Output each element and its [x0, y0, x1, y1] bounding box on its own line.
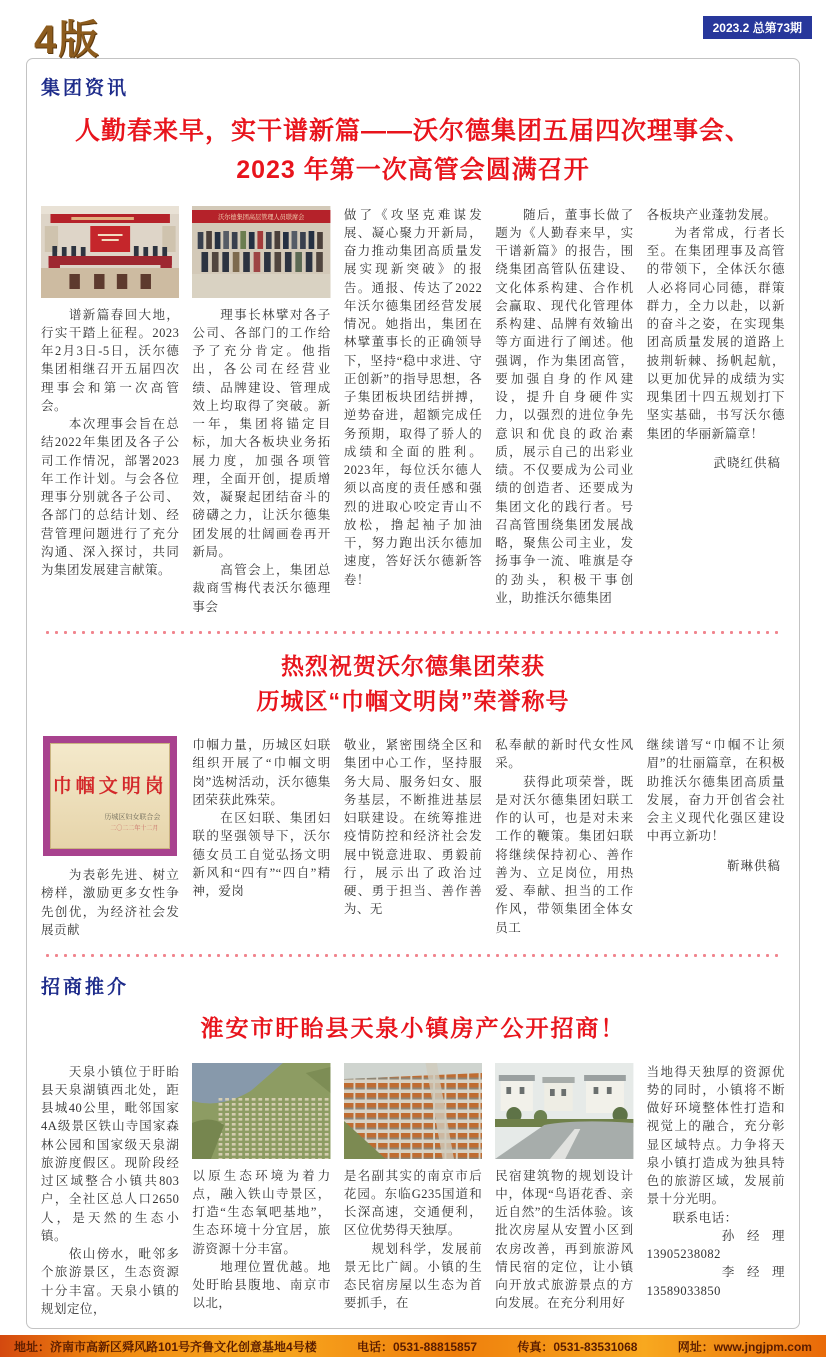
article-column: [41, 736, 179, 939]
page-header: [0, 0, 826, 62]
plaque-date: 二〇二二年十二月: [110, 825, 159, 832]
townhouses-photo: [344, 1063, 482, 1159]
column-text: 以原生态环境为着力点，融入铁山寺景区，打造“生态氧吧基地”，生态环境十分宜居，旅游资源十分丰富。 地理位置优越。地处盱眙县腹地、南京市以北，: [192, 1168, 331, 1311]
column-text: 谱新篇春回大地，行实干踏上征程。2023年2月3日-5日，沃尔德集团相继召开五届四次理事会和第一次高管会。 本次理事会旨在总结2022年集团及各子公司工作情况，部署2023年工作计划。与会各位理事分别就各子公司、各部门的总结计划、经营管理问题进行了充分沟通、深入探讨，共同为集团发展建言献策。: [41, 307, 180, 577]
column-text: 天泉小镇位于盱眙县天泉湖镇西北处，距县城40公里，毗邻国家4A级景区铁山寺国家森林公园和国家级天泉湖旅游度假区。现阶段经过区域整合小镇共803户，全社区总人口2650人，是天然的生态小镇。 依山傍水，毗邻多个旅游景区，生态资源十分丰富。天泉小镇的规划定位，: [41, 1064, 180, 1316]
footer-fax: 传真：0531-83531068: [517, 1339, 638, 1354]
group-photo: [192, 206, 330, 298]
dotted-separator: [43, 630, 783, 635]
edition-number: 4版: [34, 18, 101, 62]
issue-badge: 2023.2 总第73期: [703, 16, 812, 39]
article-column: [41, 1063, 179, 1319]
column-text: 理事长林擘对各子公司、各部门的工作给予了充分肯定。他指出，各公司在经营业绩、品牌建设、管理成效上均取得了突破。新一年，集团将锚定目标，加大各板块业务拓展力度，加强各项管理，全面开创，提质增效，凝聚起团结奋斗的磅礴之力，让沃尔德集团发展的壮阔画卷再开新局。 高管会上，集团总裁商雪梅代表沃尔德理事会: [192, 307, 331, 614]
award-plaque-photo: [43, 736, 177, 856]
headline-line-2: 历城区“巾帼文明岗”荣誉称号: [256, 688, 570, 715]
section-label-group-news: 集团资讯: [41, 78, 130, 99]
invest-headline: 淮安市盱眙县天泉小镇房产公开招商！: [200, 1015, 626, 1042]
byline: 靳琳供稿: [727, 858, 782, 873]
group-news-columns: [41, 206, 785, 616]
byline: 武晓红供稿: [713, 455, 782, 470]
headline-line-1: 热烈祝贺沃尔德集团荣获: [281, 652, 545, 679]
photo-banner-text: 沃尔德集团高层管理人员联席会: [218, 213, 305, 221]
column-text: 各板块产业蓬勃发展。 为者常成，行者长至。在集团理事及高管的带领下，全体沃尔德人必将同心同德，群策群力，全力以赴，以新的奋斗之姿，在实现集团高质量发展的道路上披荆斩棘、扬帆起航，以更加优异的成绩为实现集团十四五规划打下坚实基础，书写沃尔德集团的华丽新篇章！: [646, 207, 786, 441]
article-column: [344, 736, 482, 939]
article-column: [495, 1063, 633, 1319]
plaque-org: 历城区妇女联合会: [104, 812, 161, 821]
headline-line-1: 人勤春来早，实干谱新篇——沃尔德集团五届四次理事会、: [74, 117, 751, 145]
column-text: 私奉献的新时代女性风采。 获得此项荣誉，既是对沃尔德集团妇联工作的认可，也是对未来工作的鞭策。集团妇联将继续保持初心、善作善为、立足岗位，用热爱、奉献、担当的工作作风，带领集团全体女员工: [495, 738, 634, 935]
column-text: 敬业，紧密围绕全区和集团中心工作，坚持服务大局、服务妇女、服务基层，不断推进基层妇联建设。在统筹推进疫情防控和经济社会发展中锐意进取、勇毅前行，展示出了政治过硬、勇于担当、善作善为、无: [343, 738, 483, 917]
article-column: [192, 206, 330, 616]
aerial-lake-photo: [192, 1063, 330, 1159]
group-news-headline: [41, 112, 785, 190]
invest-columns: [41, 1063, 785, 1319]
column-text: 巾帼力量，历城区妇联组织开展了“巾帼文明岗”选树活动，沃尔德集团荣获此殊荣。 在区妇联、集团妇联的坚强领导下，沃尔德女员工自觉弘扬文明新风和“四有”“四自”精神，爱岗: [192, 738, 331, 899]
article-column: [647, 206, 785, 616]
footer-website: 网址：www.jngjpm.com: [677, 1339, 812, 1354]
article-column: [495, 206, 633, 616]
award-headline: [41, 649, 785, 720]
column-text: 做了《攻坚克难谋发展、凝心聚力开新局，奋力推动集团高质量发展实现新突破》的报告。通报、传达了2022年沃尔德集团经营发展情况。她指出，集团在林擘董事长的正确领导下，坚持“稳中求进、守正创新”的指导思想，各子集团板块团结拼搏，逆势奋进，超额完成任务预期，取得了骄人的成绩和全面的胜利。2023年，每位沃尔德人须以高度的责任感和强烈的进取心咬定青山不放松，撸起袖子加油干，努力跑出沃尔德加速度，答好沃尔德新答卷！: [343, 207, 483, 587]
article-column: [495, 736, 633, 939]
page-footer: [0, 1335, 826, 1357]
column-text: 当地得天独厚的资源优势的同时，小镇将不断做好环境整体性打造和视觉上的融合，充分彰显区域特点。力争将天泉小镇打造成为独具特色的旅游区域，发展前景十分光明。 联系电话： 孙经理 13905238082 李经理 13589033850: [646, 1064, 786, 1298]
column-text: 继续谱写“巾帼不让须眉”的壮丽篇章，在积极助推沃尔德集团高质量发展，奋力开创省会社会主义现代化强区建设中再立新功！: [646, 738, 786, 844]
main-content-box: [26, 58, 800, 1329]
plaque-title: 巾帼文明岗: [52, 775, 168, 797]
award-columns: [41, 736, 785, 939]
footer-phone: 电话：0531-88815857: [356, 1339, 478, 1354]
article-column: [41, 206, 179, 616]
column-text: 民宿建筑物的规划设计中，体现“鸟语花香、亲近自然”的生活体验。该批次房屋从安置小区到农房改善，再到旅游风情民宿的定位，让小镇向开放式旅游景点的方向发展。在充分利用好: [495, 1168, 634, 1311]
article-column: [192, 1063, 330, 1319]
article-column: [647, 736, 785, 939]
section-label-invest: 招商推介: [41, 977, 130, 999]
street-villas-photo: [495, 1063, 633, 1159]
column-text: 为表彰先进、树立榜样，激励更多女性争先创优，为经济社会发展贡献: [41, 868, 180, 937]
column-text: 随后，董事长做了题为《人勤春来早，实干谱新篇》的报告，围绕集团高管队伍建设、文化体系构建、合作机会赢取、现代化管理体系构建、品牌有效输出等方面进行了阐述。他强调，作为集团高管，要加强自身的作风建设，提升自身硬件实力，以强烈的进位争先意识和优良的政治素质，展示自己的出彩业绩。不仅要成为公司业绩的创造者、还要成为集团文化的践行者。号召高管围绕集团发展战略，聚焦公司主业，发扬事争一流、唯旗是夺的劲头，积极干事创业，助推沃尔德集团: [495, 207, 634, 605]
meeting-room-photo: [41, 206, 179, 298]
column-text: 是名副其实的南京市后花园。东临G235国道和长深高速，交通便利，区位优势得天独厚。 规划科学，发展前景无比广阔。小镇的生态民宿房屋以生态为首要抓手，在: [343, 1168, 483, 1311]
article-column: [192, 736, 330, 939]
headline-line-2: 2023 年第一次高管会圆满召开: [236, 155, 590, 184]
article-column: [344, 1063, 482, 1319]
article-column: [647, 1063, 785, 1319]
footer-address: 地址：济南市高新区舜风路101号齐鲁文化创意基地4号楼: [14, 1339, 317, 1354]
article-column: [344, 206, 482, 616]
dotted-separator: [43, 953, 783, 958]
